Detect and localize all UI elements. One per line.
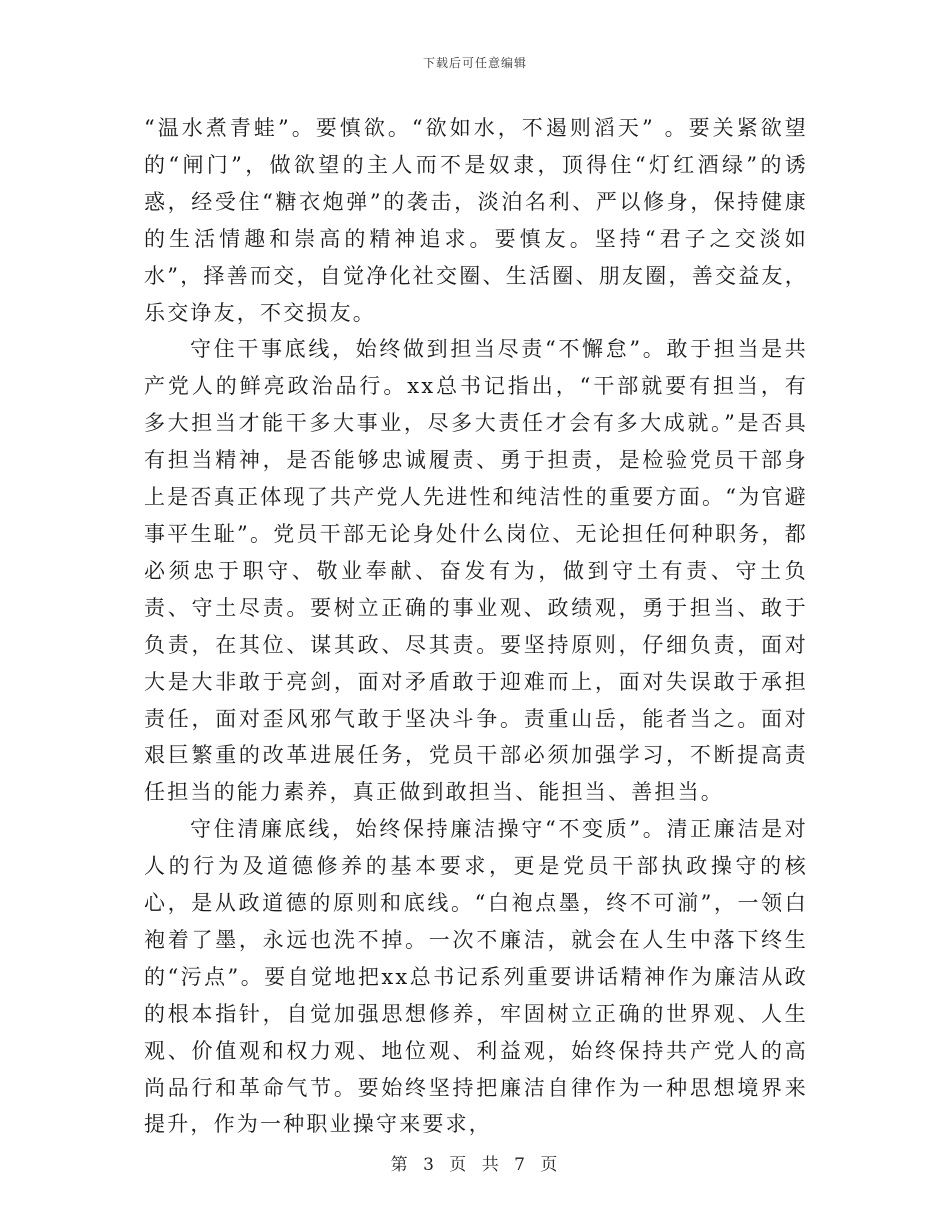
paragraph-3: 守住清廉底线，始终保持廉洁操守“不变质”。清正廉洁是对人的行为及道德修养的基本要求，更是党员干部执政操守的核心，是从政道德的原则和底线。“白袍点墨，终不可湔”，一领白袍着了墨，永远也洗不掉。一次不廉洁，就会在人生中落下终生的“污点”。要自觉地把xx总书记系列重要讲话精神作为廉洁从政的根本指针，自觉加强思想修养，牢固树立正确的世界观、人生观、价值观和权力观、地位观、利益观，始终保持共产党人的高尚品行和革命气节。要始终坚持把廉洁自律作为一种思想境界来提升，作为一种职业操守来要求， — [144, 817, 808, 1137]
paragraph-2: 守住干事底线，始终做到担当尽责“不懈怠”。敢于担当是共产党人的鲜亮政治品行。xx总书记指出，“干部就要有担当，有多大担当才能干多大事业，尽多大责任才会有多大成就。”是否具有担当精神，是否能够忠诚履责、勇于担责，是检验党员干部身上是否真正体现了共产党人先进性和纯洁性的重要方面。“为官避事平生耻”。党员干部无论身处什么岗位、无论担任何种职务，都必须忠于职守、敬业奉献、奋发有为，做到守土有责、守土负责、守土尽责。要树立正确的事业观、政绩观，勇于担当、敢于负责，在其位、谋其政、尽其责。要坚持原则，仔细负责，面对大是大非敢于亮剑，面对矛盾敢于迎难而上，面对失误敢于承担责任，面对歪风邪气敢于坚决斗争。责重山岳，能者当之。面对艰巨繁重的改革进展任务，党员干部必须加强学习，不断提高责任担当的能力素养，真正做到敢担当、能担当、善担当。 — [144, 337, 808, 805]
page-header: 下载后可任意编辑 — [422, 56, 527, 70]
page-number: 第 3 页 共 7 页 — [390, 1155, 560, 1175]
document-body — [144, 110, 808, 1143]
paragraph-1: “温水煮青蛙”。要慎欲。“欲如水，不遏则滔天” 。要关紧欲望的“闸门”，做欲望的主人而不是奴隶，顶得住“灯红酒绿”的诱惑，经受住“糖衣炮弹”的袭击，淡泊名利、严以修身，保持健康的生活情趣和崇高的精神追求。要慎友。坚持“君子之交淡如水”，择善而交，自觉净化社交圈、生活圈、朋友圈，善交益友，乐交诤友，不交损友。 — [144, 116, 808, 325]
